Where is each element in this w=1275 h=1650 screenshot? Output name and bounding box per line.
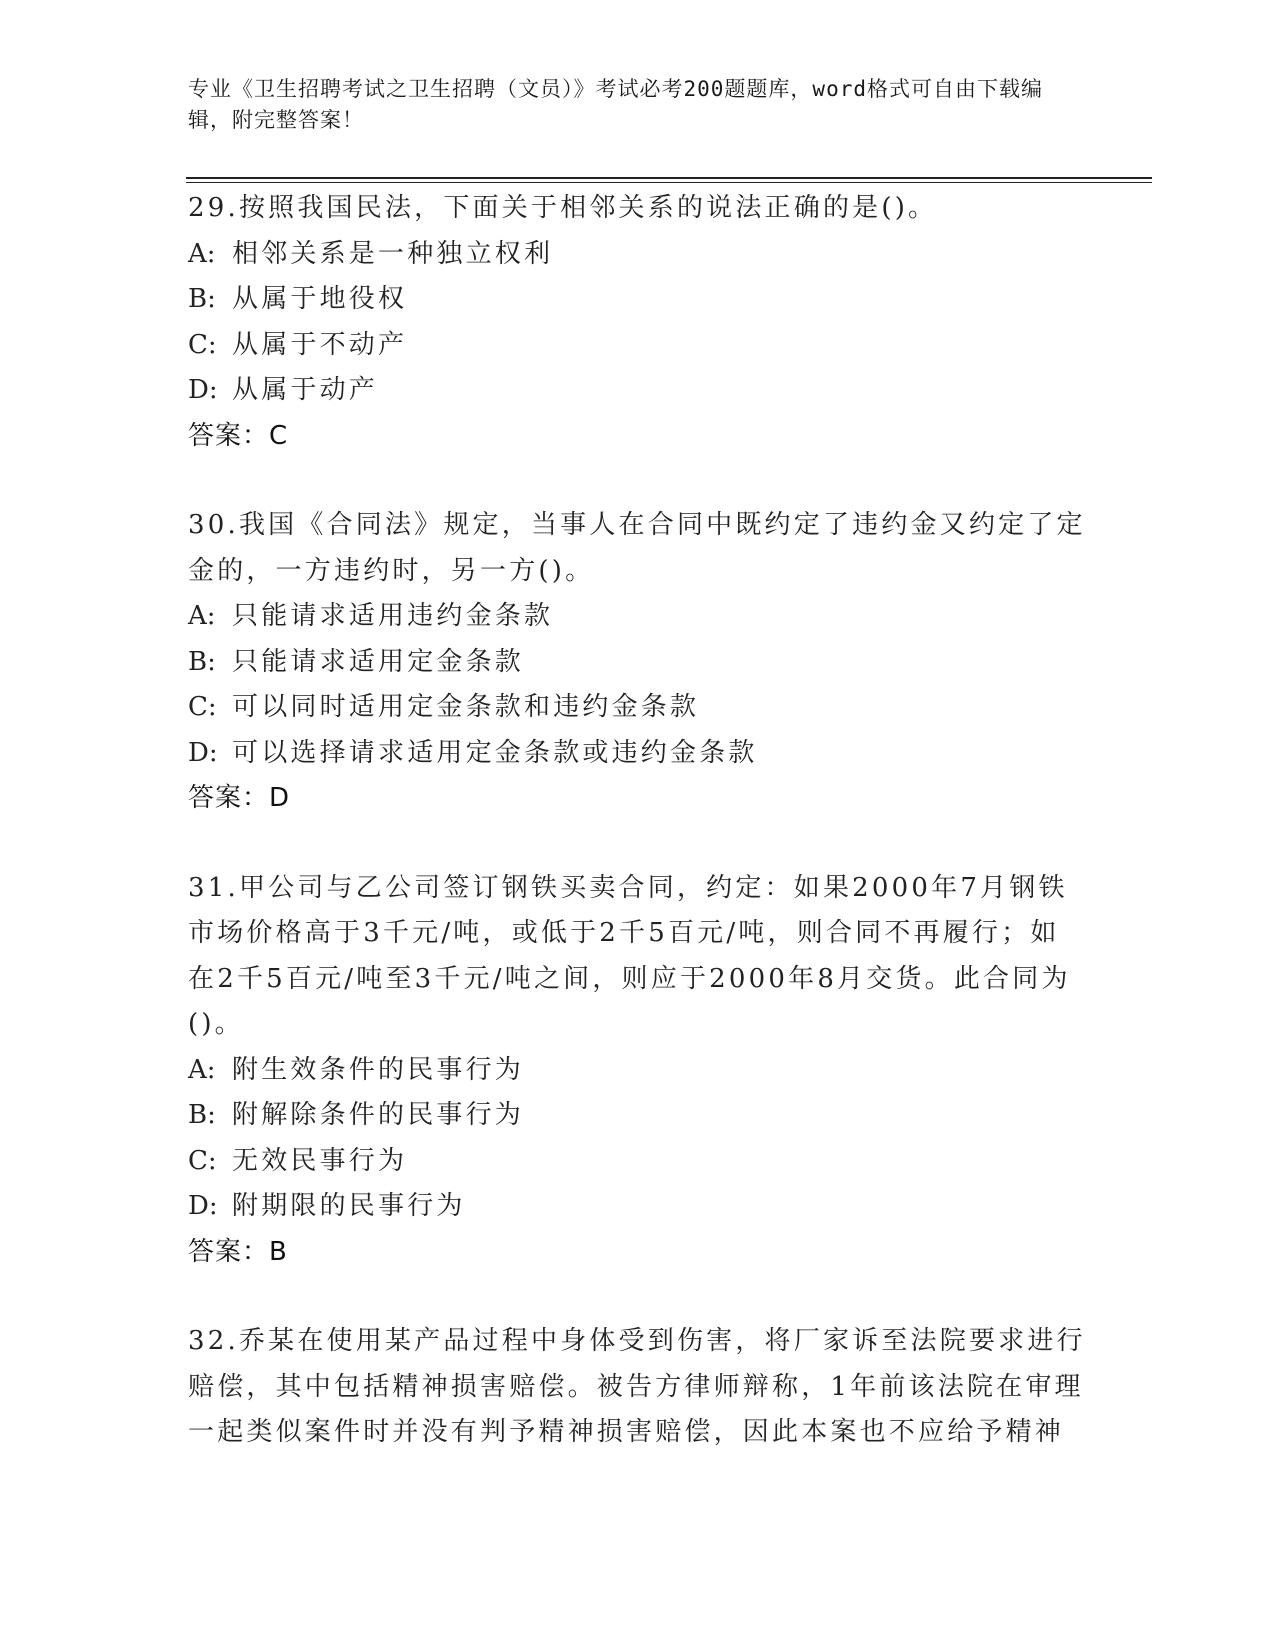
question-29	[188, 186, 1088, 459]
option-c	[188, 1139, 1088, 1185]
question-30	[188, 503, 1088, 822]
option-key: D:	[188, 1191, 218, 1221]
question-text: 29.按照我国民法，下面关于相邻关系的说法正确的是()。	[188, 193, 938, 223]
option-key: C:	[188, 1145, 217, 1176]
option-text: 只能请求适用定金条款	[232, 646, 525, 677]
question-text: 31.甲公司与乙公司签订钢铁买卖合同，约定：如果2000年7月钢铁市场价格高于3千元/吨，或低于2千5百元/吨，则合同不再履行；如在2千5百元/吨至3千元/吨之间，则应于2000年8月交货。此合同为()。	[188, 872, 1071, 1039]
option-text: 只能请求适用违约金条款	[232, 601, 554, 631]
option-text: 无效民事行为	[232, 1145, 408, 1176]
question-31	[188, 866, 1088, 1276]
option-text: 可以同时适用定金条款和违约金条款	[232, 692, 700, 722]
question-32	[188, 1319, 1088, 1456]
answer-line: 答案：C	[188, 420, 289, 451]
option-a	[188, 1048, 1088, 1094]
option-text: 附生效条件的民事行为	[232, 1054, 525, 1085]
option-text: 从属于地役权	[232, 284, 408, 314]
question-text: 30.我国《合同法》规定，当事人在合同中既约定了违约金又约定了定金的，一方违约时，另一方()。	[188, 510, 1086, 586]
header-divider-thick	[186, 177, 1152, 179]
option-text: 相邻关系是一种独立权利	[232, 238, 554, 269]
option-key: B:	[188, 284, 216, 314]
option-key: A:	[188, 238, 216, 269]
answer-line: 答案：B	[188, 1236, 288, 1267]
option-key: B:	[188, 1100, 216, 1130]
option-c	[188, 685, 1088, 731]
option-text: 附解除条件的民事行为	[232, 1100, 525, 1130]
option-text: 从属于不动产	[232, 329, 408, 360]
option-a	[188, 594, 1088, 640]
option-key: B:	[188, 646, 216, 677]
option-text: 可以选择请求适用定金条款或违约金条款	[232, 737, 758, 768]
option-key: C:	[188, 692, 217, 722]
option-key: A:	[188, 1054, 216, 1085]
option-d	[188, 1184, 1088, 1230]
document-header: 专业《卫生招聘考试之卫生招聘（文员）》考试必考200题题库，word格式可自由下载编辑，附完整答案！	[188, 77, 1043, 132]
option-key: C:	[188, 329, 217, 360]
option-d	[188, 731, 1088, 777]
option-c	[188, 323, 1088, 369]
question-text: 32.乔某在使用某产品过程中身体受到伤害，将厂家诉至法院要求进行赔偿，其中包括精神损害赔偿。被告方律师辩称，1年前该法院在审理一起类似案件时并没有判予精神损害赔偿，因此本案也不应给予精神	[188, 1326, 1086, 1447]
question-list	[188, 186, 1088, 1500]
option-d	[188, 368, 1088, 414]
option-b	[188, 277, 1088, 323]
option-key: D:	[188, 375, 218, 405]
answer-line: 答案：D	[188, 783, 291, 813]
header-divider-thin	[186, 182, 1152, 183]
option-key: A:	[188, 601, 216, 631]
option-text: 附期限的民事行为	[232, 1191, 466, 1221]
option-text: 从属于动产	[232, 375, 379, 405]
option-a	[188, 232, 1088, 278]
option-b	[188, 640, 1088, 686]
option-key: D:	[188, 737, 218, 768]
option-b	[188, 1093, 1088, 1139]
